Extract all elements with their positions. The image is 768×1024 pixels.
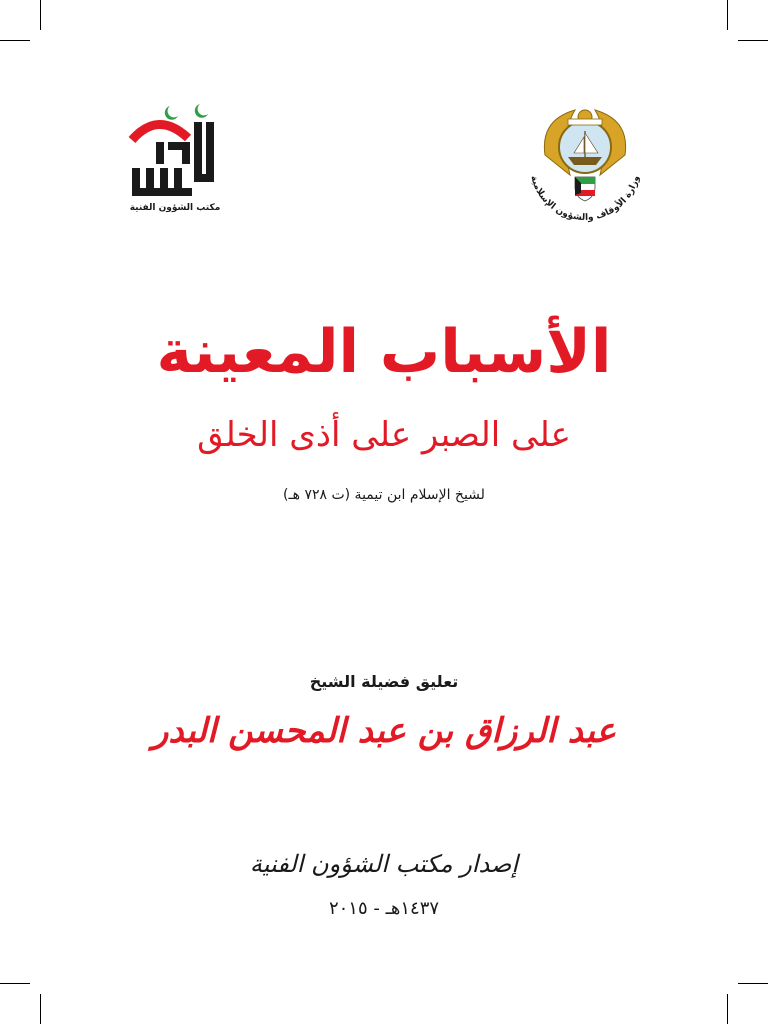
masajid-logo xyxy=(118,100,233,215)
masajid-logo-caption: مكتب الشؤون الفنية xyxy=(129,203,221,213)
crop-mark-top-left-h xyxy=(0,40,30,41)
crop-mark-top-right-h xyxy=(738,40,768,41)
commentary-label: تعليق فضيلة الشيخ xyxy=(309,672,459,691)
ministry-emblem-caption: وزارة الأوقاف والشؤون الإسلامية xyxy=(528,174,642,224)
crop-mark-top-right xyxy=(727,0,728,30)
crop-mark-bottom-right-h xyxy=(738,983,768,984)
book-subtitle: على الصبر على أذى الخلق xyxy=(197,415,571,455)
crop-mark-bottom-right xyxy=(727,994,728,1024)
crop-mark-top-left xyxy=(40,0,41,30)
commentator-name: عبد الرزاق بن عبد المحسن البدر xyxy=(151,711,617,751)
publisher-line: إصدار مكتب الشؤون الفنية xyxy=(249,850,519,878)
crop-mark-bottom-left xyxy=(40,994,41,1024)
crop-mark-bottom-left-h xyxy=(0,983,30,984)
book-title: الأسباب المعينة xyxy=(156,317,612,387)
publication-year: ١٤٣٧هـ - ٢٠١٥ xyxy=(328,898,440,919)
author-line: لشيخ الإسلام ابن تيمية (ت ٧٢٨ هـ) xyxy=(283,487,485,503)
ministry-emblem xyxy=(520,95,650,225)
